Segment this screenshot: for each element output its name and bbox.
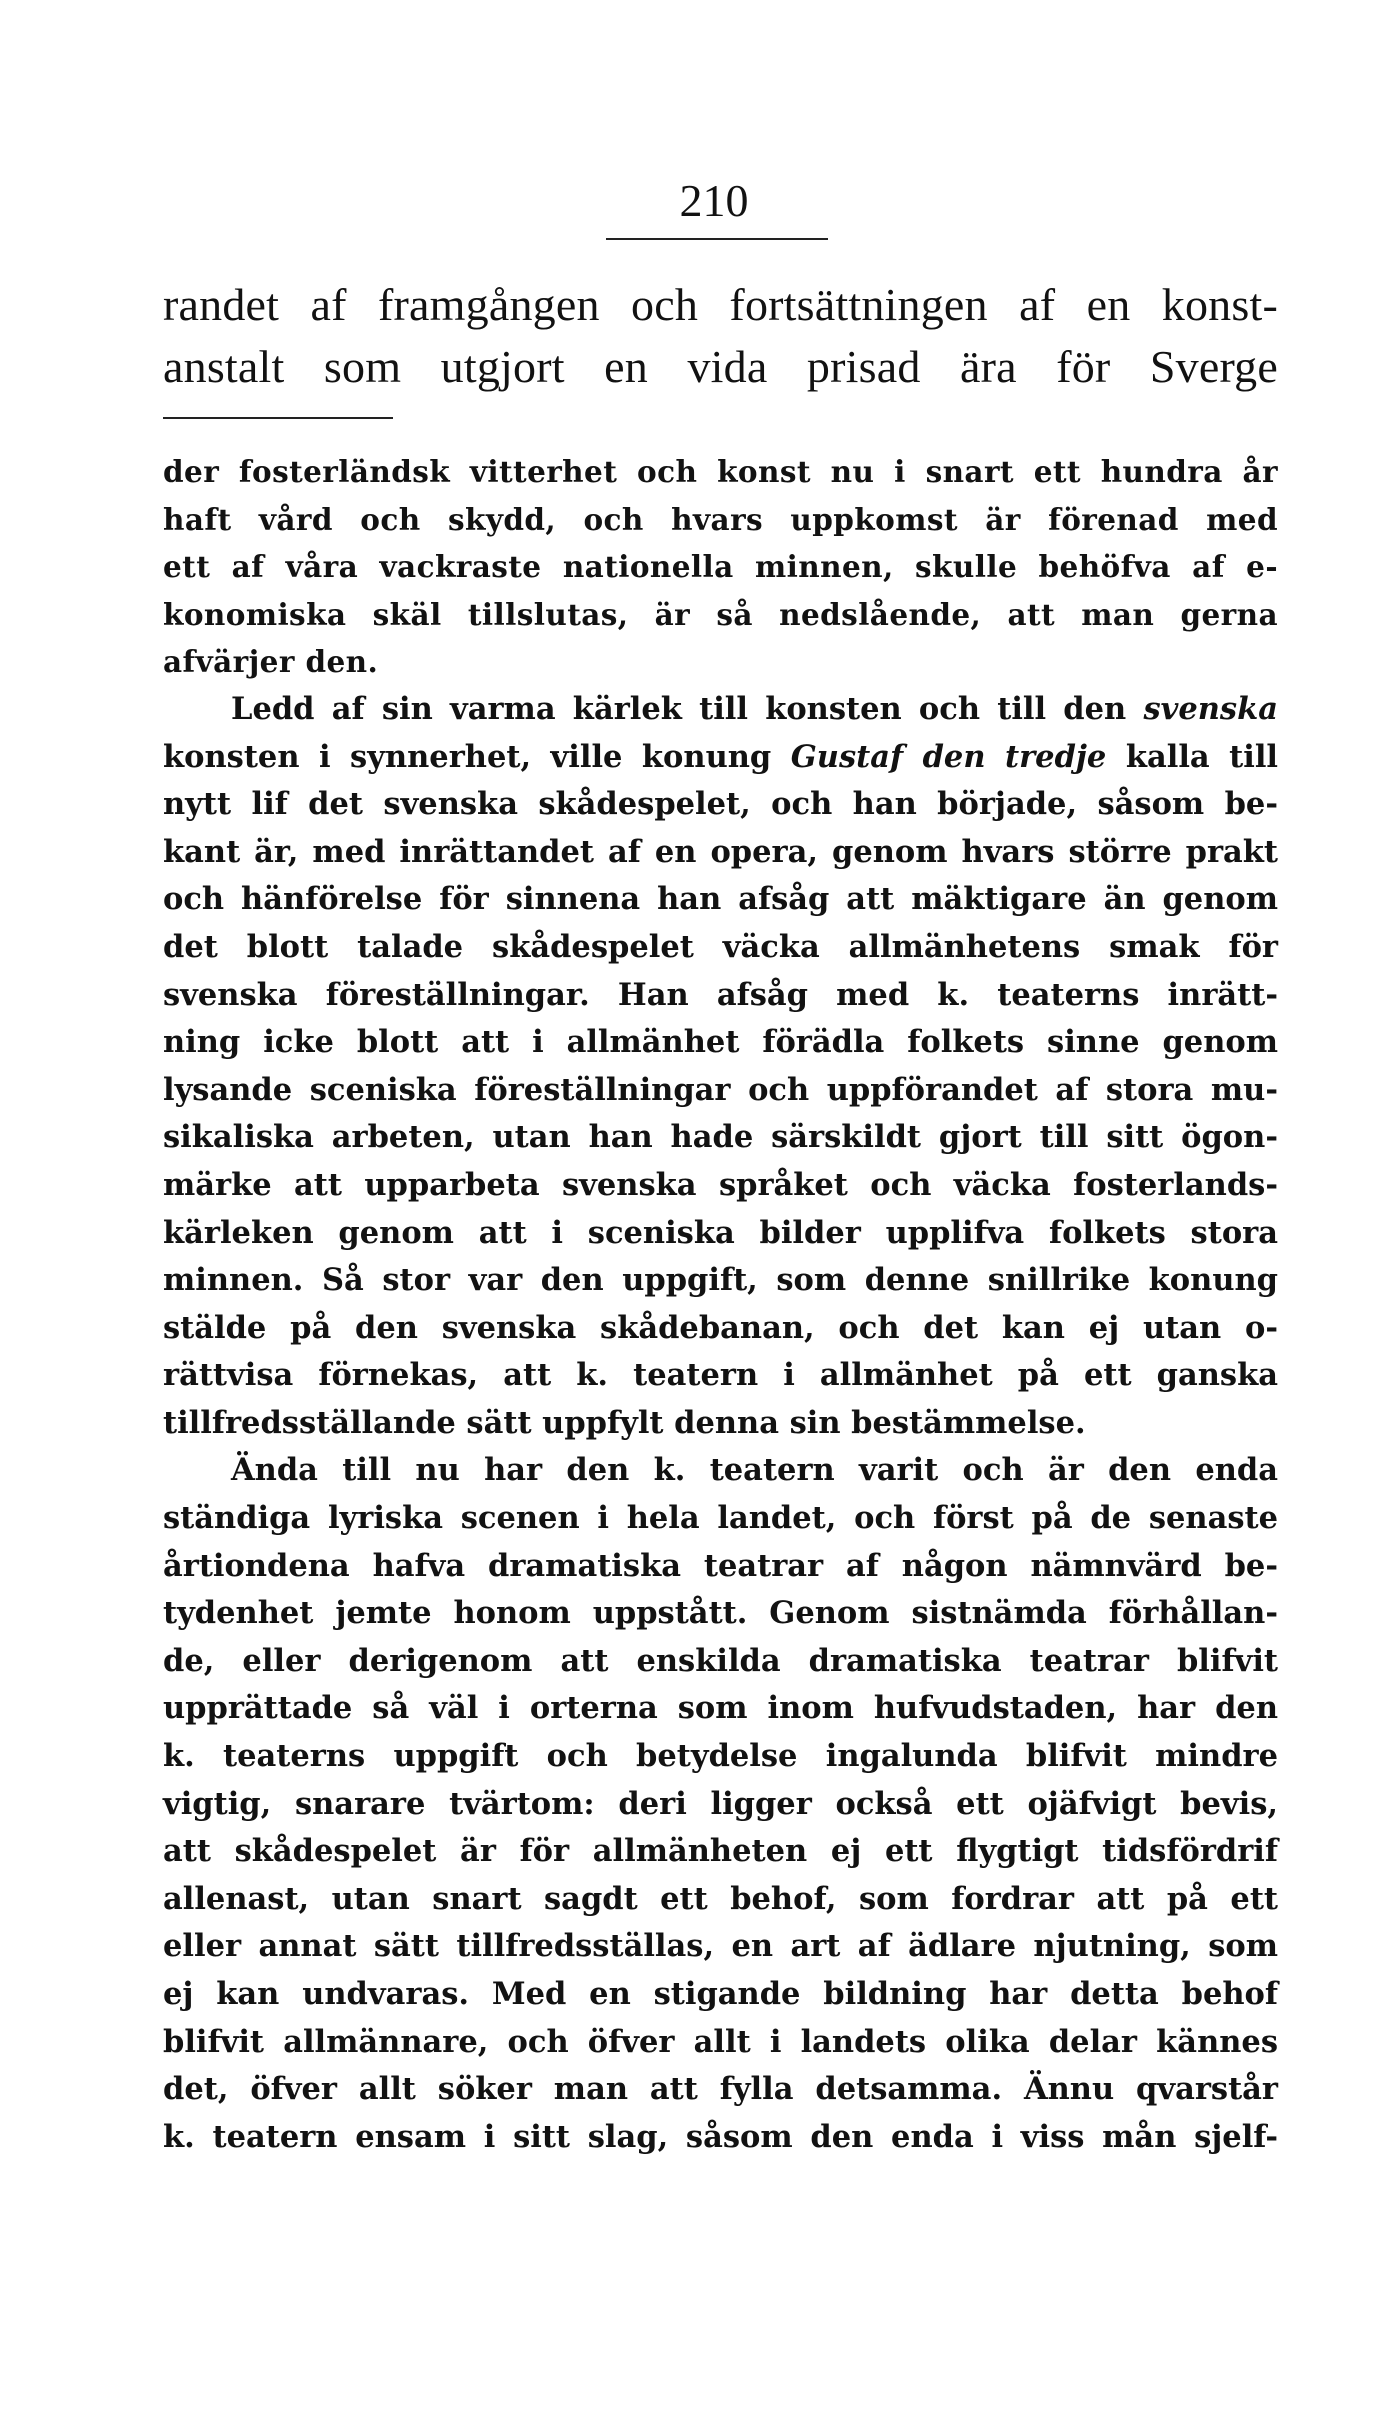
text-line: Ända till nu har den k. teatern varit och är den enda [231,1452,1278,1489]
text-line: haft vård och skydd, och hvars uppkomst är förenad med [163,501,1278,537]
page-number: 210 [679,175,749,226]
text-line: märke att upparbeta svenska språket och väcka fosterlands- [163,1166,1278,1203]
text-line: konomiska skäl tillslutas, är så nedslående, att man gerna [163,596,1278,632]
heading-rule [163,417,393,419]
heading [163,274,1278,398]
text-run: Ledd af sin varma kärlek till konsten och till den [231,690,1144,727]
text-line: kant är, med inrättandet af en opera, genom hvars större prakt [163,833,1278,870]
text-line: upprättade så väl i orterna som inom hufvudstaden, har den [163,1690,1278,1727]
text-run: konsten i synnerhet, ville konung [163,738,791,775]
text-line: och hänförelse för sinnena han afsåg att mäktigare än genom [163,881,1278,918]
text-line [163,734,1278,782]
text-line: vigtig, snarare tvärtom: deri ligger också ett ojäfvigt bevis, [163,1785,1278,1822]
text-line: k. teatern ensam i sitt slag, såsom den enda i viss mån sjelf- [163,2118,1278,2155]
text-line: allenast, utan snart sagdt ett behof, som fordrar att på ett [163,1880,1278,1917]
text-line: lysande sceniska föreställningar och uppförandet af stora mu- [163,1071,1278,1108]
text-line: årtiondena hafva dramatiska teatrar af någon nämnvärd be- [163,1547,1278,1584]
text-line: rättvisa förnekas, att k. teatern i allmänhet på ett ganska [163,1357,1278,1394]
text-line [163,686,1278,734]
text-line: det, öfver allt söker man att fylla detsamma. Ännu qvarstår [163,2071,1278,2108]
text-line: kärleken genom att i sceniska bilder upplifva folkets stora [163,1214,1278,1251]
text-line: k. teaterns uppgift och betydelse ingalunda blifvit mindre [163,1738,1278,1775]
body-text [163,448,1278,2161]
text-run: kalla till [1106,738,1279,775]
text-line: svenska föreställningar. Han afsåg med k. teaterns inrätt- [163,976,1278,1013]
italic-name: Gustaf den tredje [790,738,1107,775]
text-line: afvärjer den. [163,644,379,680]
text-line: ning icke blott att i allmänhet förädla folkets sinne genom [163,1024,1278,1061]
text-line: blifvit allmännare, och öfver allt i landets olika delar kännes [163,2023,1278,2060]
text-line: att skådespelet är för allmänheten ej ett flygtigt tidsfördrif [163,1833,1278,1870]
text-line: sikaliska arbeten, utan han hade särskildt gjort till sitt ögon- [163,1119,1278,1156]
heading-line: anstalt som utgjort en vida prisad ära för Sverge [163,341,1278,392]
text-line: ständiga lyriska scenen i hela landet, och först på de senaste [163,1500,1278,1537]
page-number-rule [606,238,828,240]
text-line: ett af våra vackraste nationella minnen, skulle behöfva af e- [163,549,1278,585]
text-line: nytt lif det svenska skådespelet, och han började, såsom be- [163,786,1278,823]
italic-word: svenska [1143,690,1278,727]
text-line: de, eller derigenom att enskilda dramatiska teatrar blifvit [163,1642,1278,1679]
heading-line: randet af framgången och fortsättningen af en konst- [163,279,1278,330]
text-line: ej kan undvaras. Med en stigande bildning har detta behof [163,1976,1278,2012]
text-line: tillfredsställande sätt uppfylt denna sin bestämmelse. [163,1404,1086,1441]
text-line: der fosterländsk vitterhet och konst nu i snart ett hundra år [163,454,1278,489]
text-line: tydenhet jemte honom uppstått. Genom sistnämda förhållan- [163,1595,1278,1632]
text-line: stälde på den svenska skådebanan, och det kan ej utan o- [163,1309,1278,1346]
text-line: minnen. Så stor var den uppgift, som denne snillrike konung [163,1262,1278,1299]
text-line: det blott talade skådespelet väcka allmänhetens smak för [163,928,1278,965]
text-line: eller annat sätt tillfredsställas, en art af ädlare njutning, som [163,1928,1278,1965]
